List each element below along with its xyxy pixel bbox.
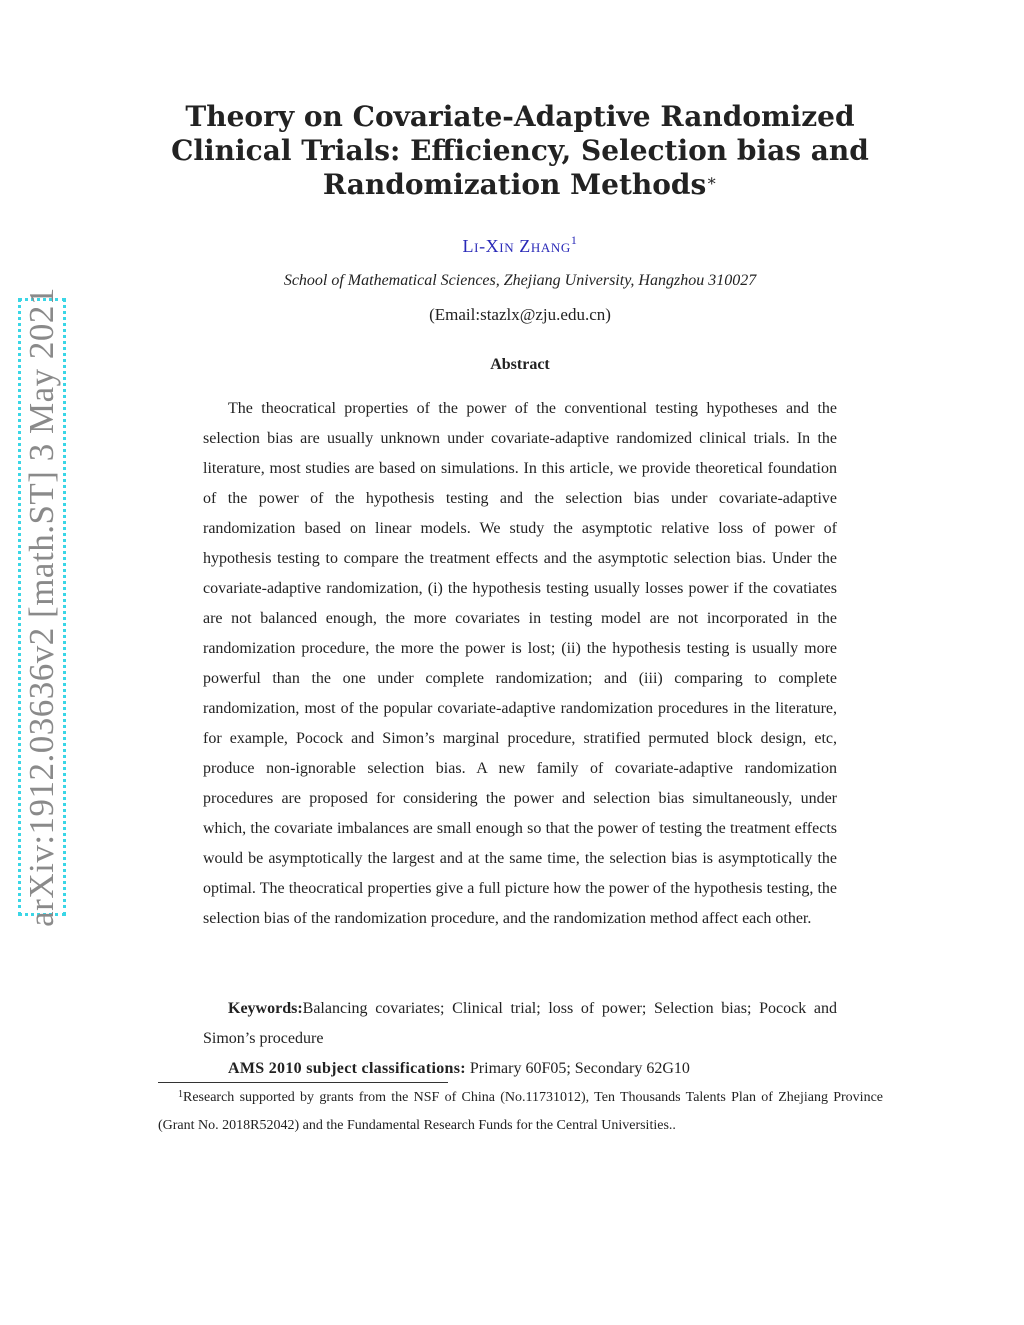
author-name[interactable]: Li-Xin Zhang [462,236,571,256]
footnote-marker: 1 [178,1089,183,1100]
arxiv-stamp-text: arXiv:1912.03636v2 [math.ST] 3 May 2021 [22,287,61,927]
ams-classifications [203,1054,837,1084]
title-line-2: Clinical Trials: Efficiency, Selection bias and [171,134,869,167]
email: (Email:stazlx@zju.edu.cn) [429,305,611,324]
keywords [203,994,837,1054]
ams-text: Primary 60F05; Secondary 62G10 [465,1060,690,1077]
keywords-text: Balancing covariates; Clinical trial; loss of power; Selection bias; Pocock and Simon’s procedure [203,1000,837,1047]
title-line-3 [150,168,890,202]
footnote [158,1084,883,1140]
abstract-body: The theocratical properties of the power of the conventional testing hypotheses and the selection bias are usually unknown under covariate-adaptive randomized clinical trials. In the literature, most studies are based on simulations. In this article, we provide theoretical foundation of the power of the hypothesis testing and the selection bias under covariate-adaptive randomization based on linear models. We study the asymptotic relative loss of power of hypothesis testing to compare the treatment effects and the asymptotic selection bias. Under the covariate-adaptive randomization, (i) the hypothesis testing usually losses power if the covatiates are not balanced enough, the more covariates in testing model are not incorporated in the randomization procedure, the more the power is lost; (ii) the hypothesis testing is usually more powerful than the one under complete randomization; and (iii) comparing to complete randomization, most of the popular covariate-adaptive randomization procedures in the literature, for example, Pocock and Simon’s marginal procedure, stratified permuted block design, etc, produce non-ignorable selection bias. A new family of covariate-adaptive randomization procedures are proposed for considering the power and selection bias simultaneously, under which, the covariate imbalances are small enough so that the power of testing the treatment effects would be asymptotically the largest and at the same time, the selection bias is asymptotically the optimal. The theocratical properties give a full picture how the power of the hypothesis testing, the selection bias of the randomization procedure, and the randomization method affect each other. [203,400,837,927]
author[interactable] [150,233,890,257]
footnote-rule [158,1082,448,1083]
keywords-label: Keywords: [228,1000,303,1017]
title-footnote-marker: ∗ [706,171,718,190]
author-footnote-marker[interactable]: 1 [570,233,578,247]
paper-title [150,100,890,202]
title-line-1: Theory on Covariate-Adaptive Randomized [185,100,855,133]
abstract-heading: Abstract [490,356,550,373]
affiliation: School of Mathematical Sciences, Zhejiang University, Hangzhou 310027 [283,272,757,289]
title-line-3-text: Randomization Methods [322,168,707,201]
ams-label: AMS 2010 subject classifications: [228,1060,466,1077]
footnote-text: Research supported by grants from the NSF of China (No.11731012), Ten Thousands Talents Plan of Zhejiang Province (Grant No. 2018R52042) and the Fundamental Research Funds for the Central Universities.. [158,1090,883,1133]
arxiv-stamp [18,287,66,927]
